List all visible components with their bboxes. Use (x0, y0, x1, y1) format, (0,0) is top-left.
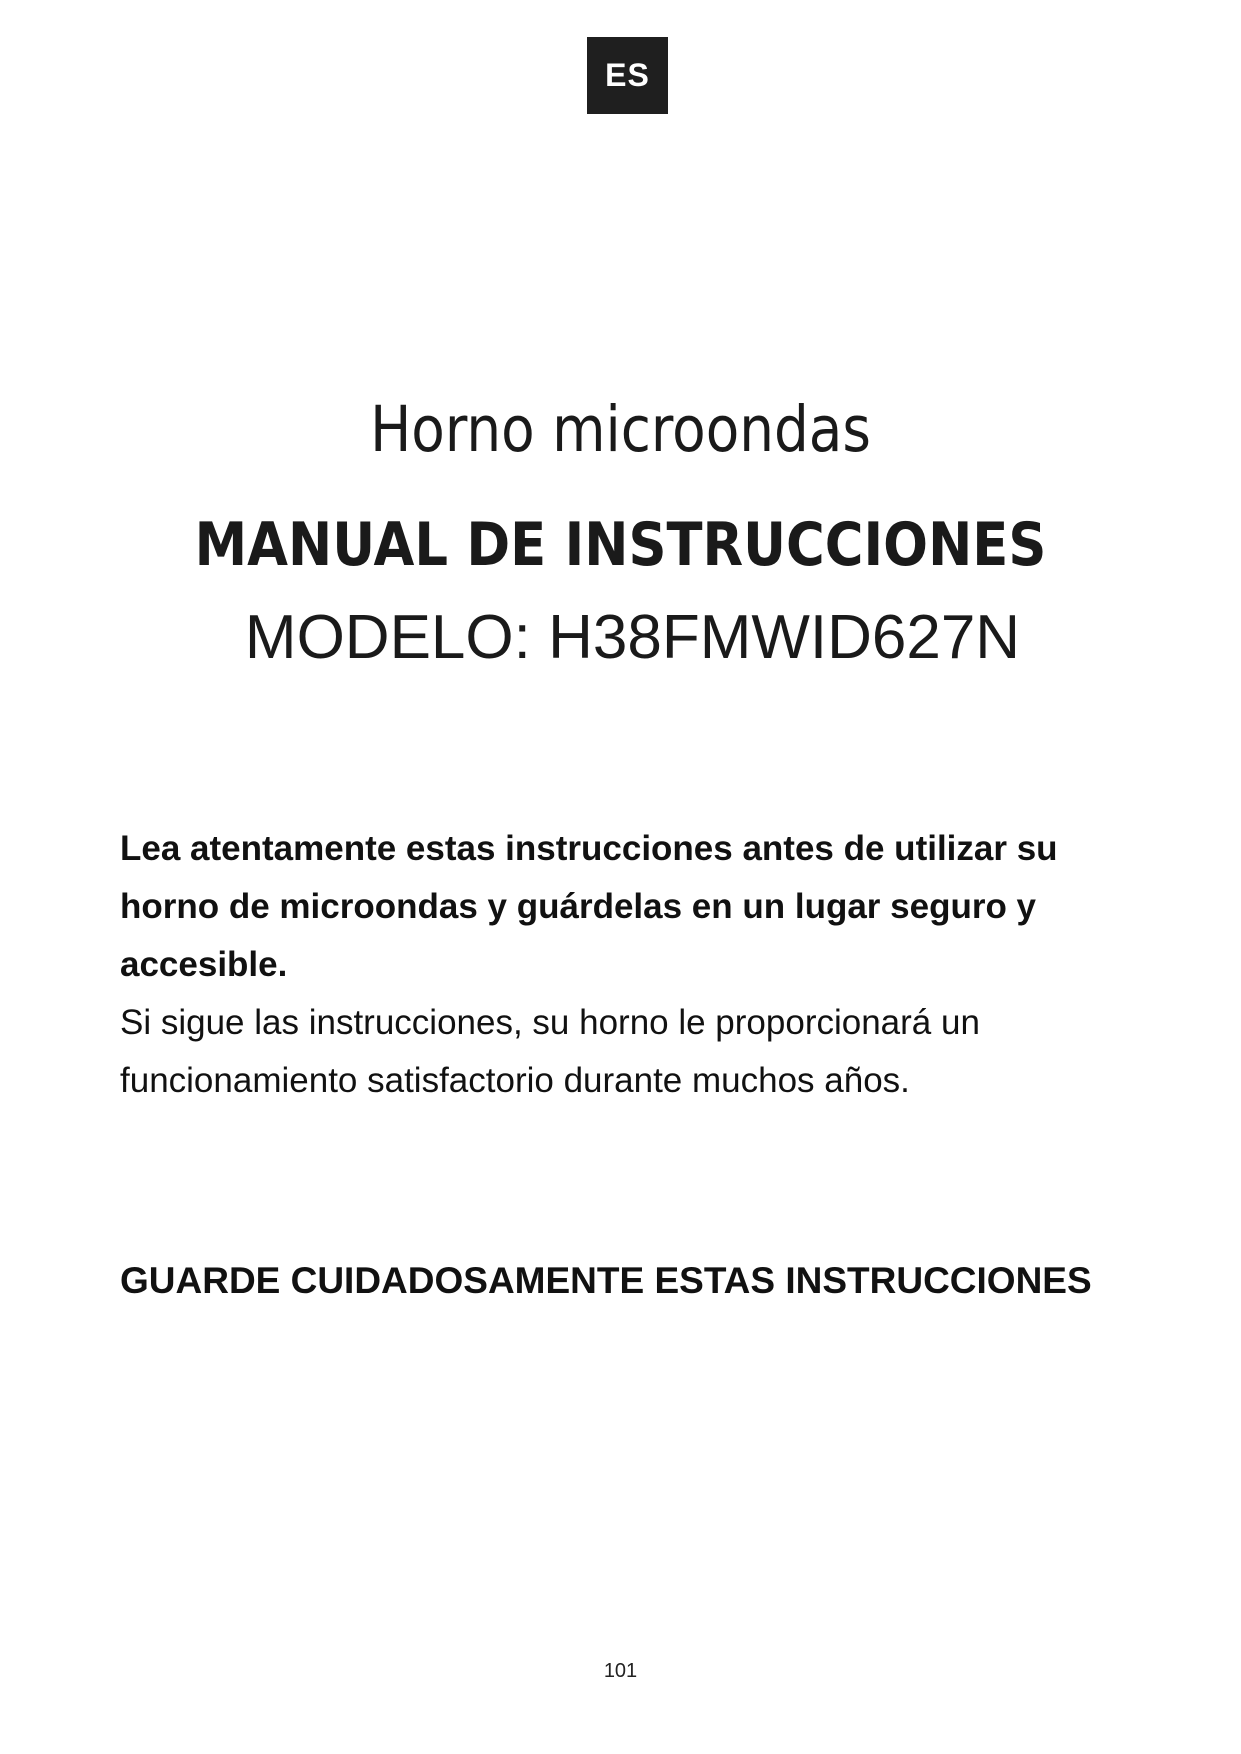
page-number: 101 (603, 1660, 638, 1682)
model-number: MODELO: H38FMWID627N (244, 603, 1021, 672)
language-badge: ES (587, 37, 668, 114)
manual-title: MANUAL DE INSTRUCCIONES (194, 510, 1047, 580)
intro-paragraph (120, 820, 1160, 1110)
product-title: Horno microondas (370, 393, 871, 466)
intro-regular-text: Si sigue las instrucciones, su horno le proporcionará un funcionamiento satisfactorio durante muchos años. (120, 1003, 980, 1100)
intro-bold-text: Lea atentamente estas instrucciones antes de utilizar su horno de microondas y guárdelas en un lugar seguro y accesible. (120, 829, 1058, 984)
keep-instructions-notice: GUARDE CUIDADOSAMENTE ESTAS INSTRUCCIONES (120, 1260, 1092, 1301)
